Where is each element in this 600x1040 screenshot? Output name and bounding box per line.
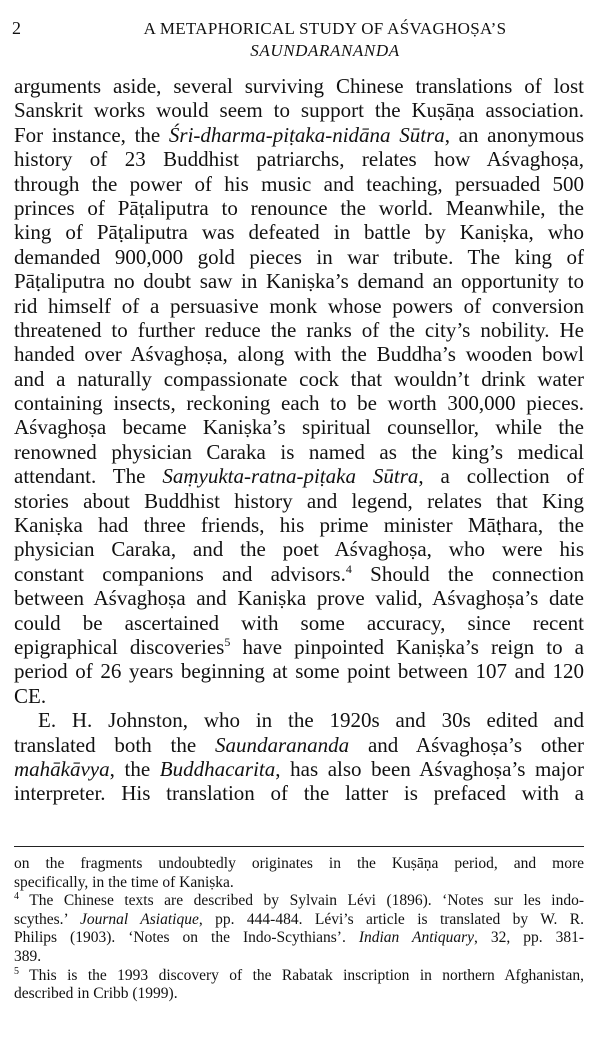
text-line: constant companions and advisors.$^4$ Should the connection bbox=[14, 561, 584, 586]
text-line: demanded 900,000 gold pieces in war tribute. The king of bbox=[14, 244, 584, 269]
text-line: Aśvaghoṣa became Kaniṣka’s spiritual counsellor, while the bbox=[14, 415, 584, 440]
work-title: Saundarananda bbox=[214, 732, 350, 757]
work-title: mahākāvya bbox=[14, 756, 110, 781]
text-line: attendant. The Saṃyukta-ratna-piṭaka Sūtra, a collection of bbox=[14, 464, 584, 489]
footnote-marker-4: 4 bbox=[14, 891, 19, 903]
page-number: 2 bbox=[12, 18, 21, 38]
text-line: For instance, the Śri-dharma-piṭaka-nidāna Sūtra, an anonymous bbox=[14, 122, 584, 147]
text-line: through the power of his music and teaching, persuaded 500 bbox=[14, 171, 584, 196]
journal-title: Indian Antiquary bbox=[358, 929, 474, 947]
footnote-line: specifically, in the time of Kaniṣka. bbox=[14, 873, 234, 891]
text-line: history of 23 Buddhist patriarchs, relates how Aśvaghoṣa, bbox=[14, 147, 584, 172]
footnote-divider bbox=[14, 846, 584, 847]
text-line: CE. bbox=[14, 683, 47, 708]
text-line: physician Caraka, and the poet Aśvaghoṣa, who were his bbox=[14, 537, 584, 562]
running-title bbox=[70, 18, 580, 62]
text-line: interpreter. His translation of the latter is prefaced with a bbox=[14, 781, 584, 806]
text-line: Kaniṣka had three friends, his prime minister Māṭhara, the bbox=[14, 513, 584, 538]
text-line: Sanskrit works would seem to support the Kuṣāṇa association. bbox=[14, 98, 584, 123]
footnote-5: $^5$ This is the 1993 discovery of the Rabatak inscription in northern Afghanistan, bbox=[14, 965, 584, 984]
text-line: arguments aside, several surviving Chinese translations of lost bbox=[14, 74, 584, 98]
text-line: Pāṭaliputra no doubt saw in Kaniṣka’s demand an opportunity to bbox=[14, 269, 584, 294]
footnote-line: described in Cribb (1999). bbox=[14, 985, 178, 1003]
work-title: Buddhacarita bbox=[159, 756, 276, 781]
text-line: mahākāvya, the Buddhacarita, has also been Aśvaghoṣa’s major bbox=[14, 756, 584, 781]
text-line: E. H. Johnston, who in the 1920s and 30s edited and bbox=[38, 708, 584, 733]
journal-title: Journal Asiatique bbox=[79, 910, 199, 928]
text-line: princes of Pāṭaliputra to renounce the world. Meanwhile, the bbox=[14, 195, 584, 220]
footnote-4: $^4$ The Chinese texts are described by Sylvain Lévi (1896). ‘Notes sur les indo- bbox=[14, 891, 584, 910]
text-line: translated both the Saundarananda and Aśvaghoṣa’s other bbox=[14, 732, 584, 757]
text-line: stories about Buddhist history and legend, relates that King bbox=[14, 488, 584, 513]
footnote-ref-5[interactable]: 5 bbox=[224, 634, 231, 649]
footnote-line: scythes.’ Journal Asiatique, pp. 444-484. Lévi’s article is translated by W. R. bbox=[14, 910, 584, 928]
text-line: and a naturally compassionate cock that wouldn’t drink water bbox=[14, 366, 584, 391]
text-line: rid himself of a persuasive monk whose powers of conversion bbox=[14, 293, 584, 318]
text-line: threatened to further reduce the ranks of the city’s nobility. He bbox=[14, 317, 584, 342]
footnote-marker-5: 5 bbox=[14, 965, 19, 977]
text-line: handed over Aśvaghoṣa, along with the Buddha’s wooden bowl bbox=[14, 342, 584, 367]
footnote-line: on the fragments undoubtedly originates in the Kuṣāṇa period, and more bbox=[14, 855, 584, 872]
footnote-line: Philips (1903). ‘Notes on the Indo-Scythians’. Indian Antiquary, 32, pp. 381- bbox=[14, 929, 584, 947]
body-text bbox=[14, 74, 584, 806]
text-line: could be ascertained with some accuracy, since recent bbox=[14, 610, 584, 635]
footnote-line: 389. bbox=[14, 947, 42, 965]
text-line: containing insects, reckoning each to be worth 300,000 pieces. bbox=[14, 391, 584, 416]
text-line: between Aśvaghoṣa and Kaniṣka prove valid, Aśvaghoṣa’s date bbox=[14, 586, 584, 611]
text-line: period of 26 years beginning at some point between 107 and 120 bbox=[14, 659, 584, 684]
text-line: king of Pāṭaliputra was defeated in battle by Kaniṣka, who bbox=[14, 220, 584, 245]
sutra-title: Saṃyukta-ratna-piṭaka Sūtra bbox=[162, 464, 419, 489]
text-line: epigraphical discoveries$^5$ have pinpointed Kaniṣka’s reign to a bbox=[14, 634, 584, 659]
text-line: renowned physician Caraka is named as the king’s medical bbox=[14, 439, 584, 464]
footnote-ref-4[interactable]: 4 bbox=[345, 561, 352, 576]
sutra-title: Śri-dharma-piṭaka-nidāna Sūtra bbox=[168, 122, 445, 147]
running-title-line-1: A METAPHORICAL STUDY OF AŚVAGHOṢA’S bbox=[143, 19, 507, 38]
page-header bbox=[0, 18, 600, 64]
running-title-line-2: SAUNDARANANDA bbox=[250, 41, 400, 60]
footnotes bbox=[14, 855, 584, 1004]
